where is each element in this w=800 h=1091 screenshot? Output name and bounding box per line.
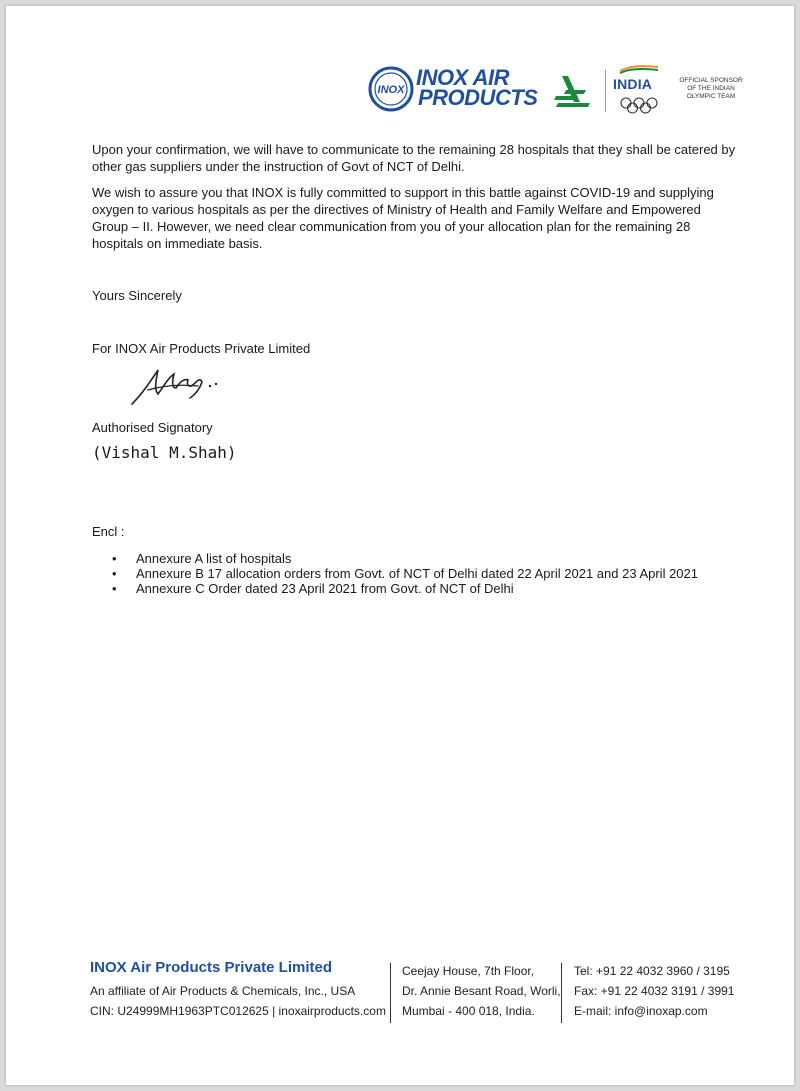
paragraph-confirmation: Upon your confirmation, we will have to communicate to the remaining 28 hospitals that they shall be catered by other gas suppliers under the instruction of Govt of NCT of Delhi. [92,142,736,174]
paragraph-commitment: We wish to assure you that INOX is fully committed to support in this battle against COVID-19 and supplying oxygen to various hospitals as per the directives of Ministry of Health and Family Welfare and Empowered Group – II. However, we need clear communication from you of your allocation plan for the remaining 28 hospitals on immediate basis. [92,185,714,251]
letter-page [6,6,794,1085]
tricolor-flag-icon [618,64,660,74]
for-company-line: For INOX Air Products Private Limited [92,341,311,356]
list-item: • Annexure A list of hospitals [92,551,738,566]
footer-address [402,961,561,1021]
footer-affiliate: An affiliate of Air Products & Chemicals, Inc., USA [90,984,356,998]
sponsor-line: OFFICIAL SPONSOR [679,77,743,84]
letter-footer [90,959,750,1029]
footer-cin: CIN: U24999MH1963PTC012625 | inoxairproducts.com [90,1004,386,1018]
contact-phone: Tel: +91 22 4032 3960 / 3195 [574,964,730,978]
brand-wordmark [416,65,538,110]
closing-salutation: Yours Sincerely [92,288,182,303]
contact-fax: Fax: +91 22 4032 3191 / 3991 [574,984,735,998]
signatory-title: Authorised Signatory [92,420,213,435]
list-item: • Annexure B 17 allocation orders from Govt. of NCT of Delhi dated 22 April 2021 and 23 April 2021 [92,566,738,581]
brand-line-2: PRODUCTS [418,85,538,110]
olympic-rings-icon [618,96,660,114]
sponsor-line: OLYMPIC TEAM [686,93,736,100]
footer-company-name: INOX Air Products Private Limited [90,959,332,976]
handwritten-signature [128,364,224,408]
enclosures-list [92,551,738,596]
india-label: INDIA [613,76,653,92]
footer-divider [390,963,391,1023]
enclosures-label: Encl : [92,524,125,539]
address-line: Mumbai - 400 018, India. [402,1004,535,1018]
seal-text: INOX [377,84,405,96]
sponsor-line: OF THE INDIAN [687,85,735,92]
olympic-sponsor-text [671,77,751,101]
brand-line-1: INOX AIR [416,65,509,90]
handwritten-signatory-name [90,436,270,466]
signatory-name: (Vishal M.Shah) [92,443,237,462]
air-products-mark-icon [552,72,592,108]
footer-contact [574,961,734,1021]
footer-divider [561,963,562,1023]
letterhead [368,58,748,118]
footer-left-block [90,981,386,1021]
address-line: Dr. Annie Besant Road, Worli, [402,984,561,998]
address-line: Ceejay House, 7th Floor, [402,964,535,978]
contact-email: E-mail: info@inoxap.com [574,1004,708,1018]
inox-seal-logo [368,66,414,112]
list-item: • Annexure C Order dated 23 April 2021 from Govt. of NCT of Delhi [92,581,738,596]
header-divider [605,70,606,112]
